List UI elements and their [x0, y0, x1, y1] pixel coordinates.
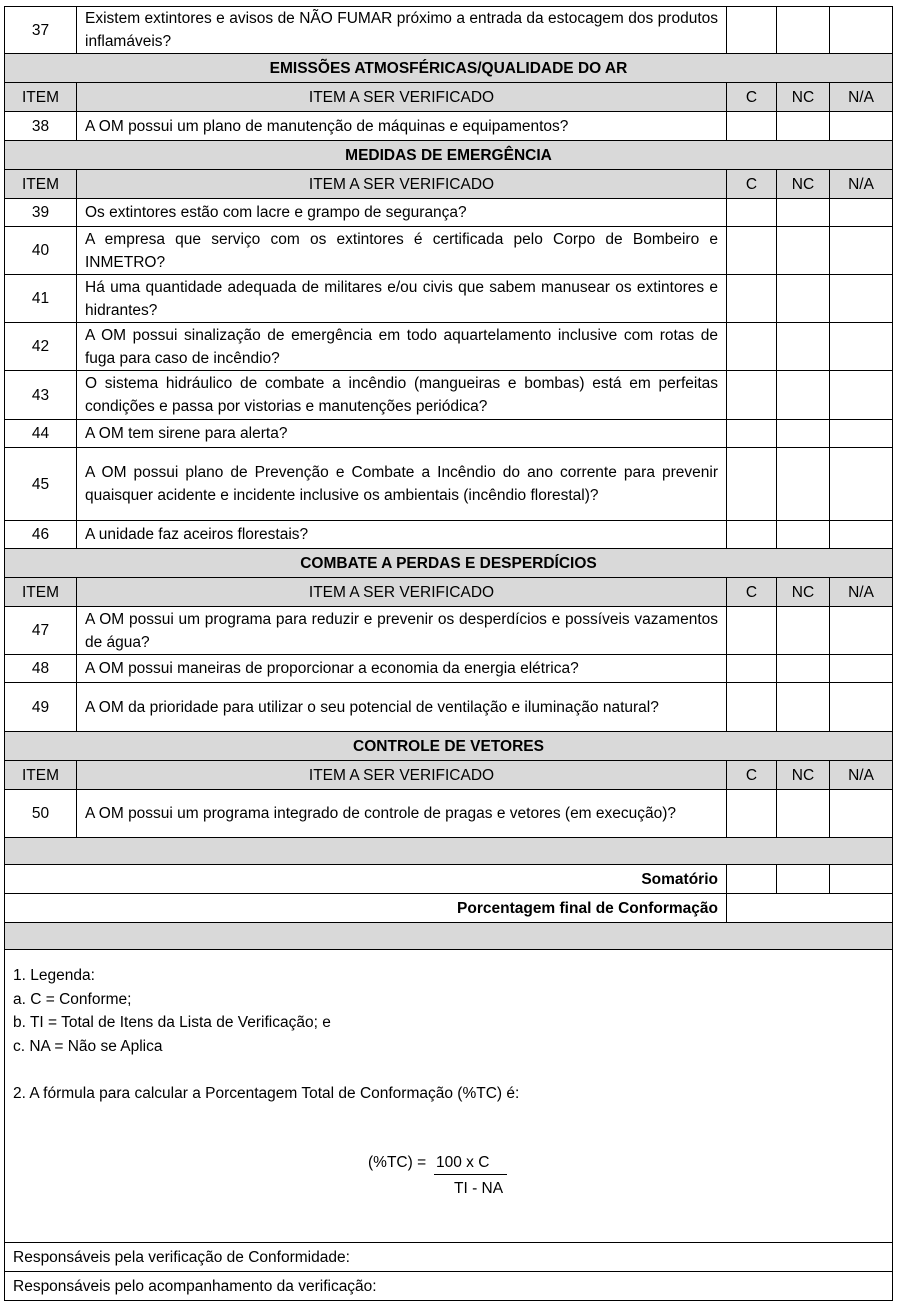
formula-intro: 2. A fórmula para calcular a Porcentagem Total de Conformação (%TC) é:	[13, 1085, 520, 1102]
header-item: ITEM	[5, 170, 77, 199]
c-checkbox-cell[interactable]	[727, 655, 777, 683]
nc-checkbox-cell[interactable]	[777, 227, 830, 275]
notes-section	[5, 950, 893, 1243]
header-desc: ITEM A SER VERIFICADO	[77, 761, 727, 790]
item-number: 45	[5, 448, 77, 521]
nc-checkbox-cell[interactable]	[777, 199, 830, 227]
c-checkbox-cell[interactable]	[727, 683, 777, 732]
checklist-row	[5, 7, 893, 54]
section-title: CONTROLE DE VETORES	[5, 732, 893, 761]
item-question: A OM possui um programa para reduzir e prevenir os desperdícios e possíveis vazamentos de água?	[77, 607, 727, 655]
item-question: A OM possui plano de Prevenção e Combate a Incêndio do ano corrente para prevenir quaisquer acidente e incidente inclusive os ambientais (incêndio florestal)?	[77, 448, 727, 521]
item-question: A OM possui um plano de manutenção de máquinas e equipamentos?	[77, 112, 727, 141]
item-number: 48	[5, 655, 77, 683]
section-title: COMBATE A PERDAS E DESPERDÍCIOS	[5, 549, 893, 578]
header-item: ITEM	[5, 578, 77, 607]
item-question: A unidade faz aceiros florestais?	[77, 521, 727, 549]
checklist-row	[5, 683, 893, 732]
item-question: A empresa que serviço com os extintores é certificada pelo Corpo de Bombeiro e INMETRO?	[77, 227, 727, 275]
nc-checkbox-cell[interactable]	[777, 112, 830, 141]
sum-row	[5, 865, 893, 894]
formula-left: (%TC) =	[368, 1153, 427, 1171]
formula	[368, 1151, 884, 1211]
column-header-row	[5, 83, 893, 112]
item-question: A OM possui maneiras de proporcionar a economia da energia elétrica?	[77, 655, 727, 683]
nc-checkbox-cell[interactable]	[777, 7, 830, 54]
item-question: A OM possui sinalização de emergência em todo aquartelamento inclusive com rotas de fuga para caso de incêndio?	[77, 323, 727, 371]
na-checkbox-cell[interactable]	[830, 371, 893, 420]
nc-checkbox-cell[interactable]	[777, 371, 830, 420]
na-checkbox-cell[interactable]	[830, 7, 893, 54]
checklist-row	[5, 521, 893, 549]
spacer-row	[5, 838, 893, 865]
na-checkbox-cell[interactable]	[830, 521, 893, 549]
percent-label: Porcentagem final de Conformação	[5, 894, 727, 923]
sum-nc-cell[interactable]	[777, 865, 830, 894]
c-checkbox-cell[interactable]	[727, 420, 777, 448]
nc-checkbox-cell[interactable]	[777, 607, 830, 655]
c-checkbox-cell[interactable]	[727, 112, 777, 141]
item-number: 37	[5, 7, 77, 54]
item-question: Há uma quantidade adequada de militares e/ou civis que sabem manusear os extintores e hidrantes?	[77, 275, 727, 323]
header-nc: NC	[777, 578, 830, 607]
header-item: ITEM	[5, 83, 77, 112]
na-checkbox-cell[interactable]	[830, 227, 893, 275]
item-number: 41	[5, 275, 77, 323]
header-nc: NC	[777, 761, 830, 790]
formula-denominator: TI - NA	[454, 1179, 504, 1197]
c-checkbox-cell[interactable]	[727, 521, 777, 549]
column-header-row	[5, 170, 893, 199]
nc-checkbox-cell[interactable]	[777, 420, 830, 448]
c-checkbox-cell[interactable]	[727, 275, 777, 323]
na-checkbox-cell[interactable]	[830, 323, 893, 371]
nc-checkbox-cell[interactable]	[777, 275, 830, 323]
item-number: 46	[5, 521, 77, 549]
c-checkbox-cell[interactable]	[727, 199, 777, 227]
header-nc: NC	[777, 83, 830, 112]
checklist-row	[5, 199, 893, 227]
column-header-row	[5, 761, 893, 790]
responsible-follow-up: Responsáveis pelo acompanhamento da verificação:	[5, 1272, 893, 1301]
nc-checkbox-cell[interactable]	[777, 323, 830, 371]
checklist-row	[5, 420, 893, 448]
checklist-row	[5, 371, 893, 420]
na-checkbox-cell[interactable]	[830, 112, 893, 141]
item-number: 47	[5, 607, 77, 655]
header-desc: ITEM A SER VERIFICADO	[77, 170, 727, 199]
legend-ti: b. TI = Total de Itens da Lista de Verificação; e	[13, 1014, 331, 1031]
c-checkbox-cell[interactable]	[727, 7, 777, 54]
spacer-row	[5, 923, 893, 950]
legend-na: c. NA = Não se Aplica	[13, 1037, 163, 1055]
header-na: N/A	[830, 83, 893, 112]
checklist-row	[5, 112, 893, 141]
checklist-row	[5, 655, 893, 683]
c-checkbox-cell[interactable]	[727, 448, 777, 521]
header-c: C	[727, 83, 777, 112]
nc-checkbox-cell[interactable]	[777, 448, 830, 521]
checklist-page	[4, 6, 892, 1301]
header-na: N/A	[830, 170, 893, 199]
item-number: 49	[5, 683, 77, 732]
section-title: EMISSÕES ATMOSFÉRICAS/QUALIDADE DO AR	[5, 54, 893, 83]
header-desc: ITEM A SER VERIFICADO	[77, 578, 727, 607]
percent-value-cell[interactable]	[727, 894, 893, 923]
sum-c-cell[interactable]	[727, 865, 777, 894]
checklist-row	[5, 448, 893, 521]
item-number: 50	[5, 790, 77, 838]
nc-checkbox-cell[interactable]	[777, 683, 830, 732]
na-checkbox-cell[interactable]	[830, 655, 893, 683]
nc-checkbox-cell[interactable]	[777, 655, 830, 683]
column-header-row	[5, 578, 893, 607]
na-checkbox-cell[interactable]	[830, 420, 893, 448]
formula-numerator: 100 x C	[434, 1151, 507, 1176]
header-nc: NC	[777, 170, 830, 199]
item-number: 42	[5, 323, 77, 371]
sum-na-cell[interactable]	[830, 865, 893, 894]
item-question: Os extintores estão com lacre e grampo de segurança?	[77, 199, 727, 227]
item-question: Existem extintores e avisos de NÃO FUMAR próximo a entrada da estocagem dos produtos inflamáveis?	[77, 7, 727, 54]
responsible-verification: Responsáveis pela verificação de Conformidade:	[5, 1243, 893, 1272]
na-checkbox-cell[interactable]	[830, 275, 893, 323]
checklist-row	[5, 607, 893, 655]
section-title: MEDIDAS DE EMERGÊNCIA	[5, 141, 893, 170]
header-desc: ITEM A SER VERIFICADO	[77, 83, 727, 112]
item-question: A OM tem sirene para alerta?	[77, 420, 727, 448]
header-c: C	[727, 761, 777, 790]
c-checkbox-cell[interactable]	[727, 790, 777, 838]
header-na: N/A	[830, 578, 893, 607]
checklist-row	[5, 227, 893, 275]
header-c: C	[727, 578, 777, 607]
item-number: 44	[5, 420, 77, 448]
item-number: 38	[5, 112, 77, 141]
checklist-row	[5, 790, 893, 838]
nc-checkbox-cell[interactable]	[777, 790, 830, 838]
c-checkbox-cell[interactable]	[727, 371, 777, 420]
header-item: ITEM	[5, 761, 77, 790]
na-checkbox-cell[interactable]	[830, 607, 893, 655]
checklist-row	[5, 323, 893, 371]
percent-row	[5, 894, 893, 923]
item-number: 43	[5, 371, 77, 420]
item-number: 39	[5, 199, 77, 227]
item-question: A OM possui um programa integrado de controle de pragas e vetores (em execução)?	[77, 790, 727, 838]
nc-checkbox-cell[interactable]	[777, 521, 830, 549]
header-na: N/A	[830, 761, 893, 790]
legend-title: 1. Legenda:	[13, 967, 95, 984]
c-checkbox-cell[interactable]	[727, 227, 777, 275]
legend-c: a. C = Conforme;	[13, 990, 132, 1008]
header-c: C	[727, 170, 777, 199]
item-question: O sistema hidráulico de combate a incêndio (mangueiras e bombas) está em perfeitas condições e passa por vistorias e manutenções periódica?	[77, 371, 727, 420]
checklist-row	[5, 275, 893, 323]
na-checkbox-cell[interactable]	[830, 199, 893, 227]
na-checkbox-cell[interactable]	[830, 448, 893, 521]
c-checkbox-cell[interactable]	[727, 323, 777, 371]
sum-label: Somatório	[5, 865, 727, 894]
na-checkbox-cell[interactable]	[830, 790, 893, 838]
item-number: 40	[5, 227, 77, 275]
item-question: A OM da prioridade para utilizar o seu potencial de ventilação e iluminação natural?	[77, 683, 727, 732]
c-checkbox-cell[interactable]	[727, 607, 777, 655]
na-checkbox-cell[interactable]	[830, 683, 893, 732]
checklist-table	[4, 6, 893, 1301]
